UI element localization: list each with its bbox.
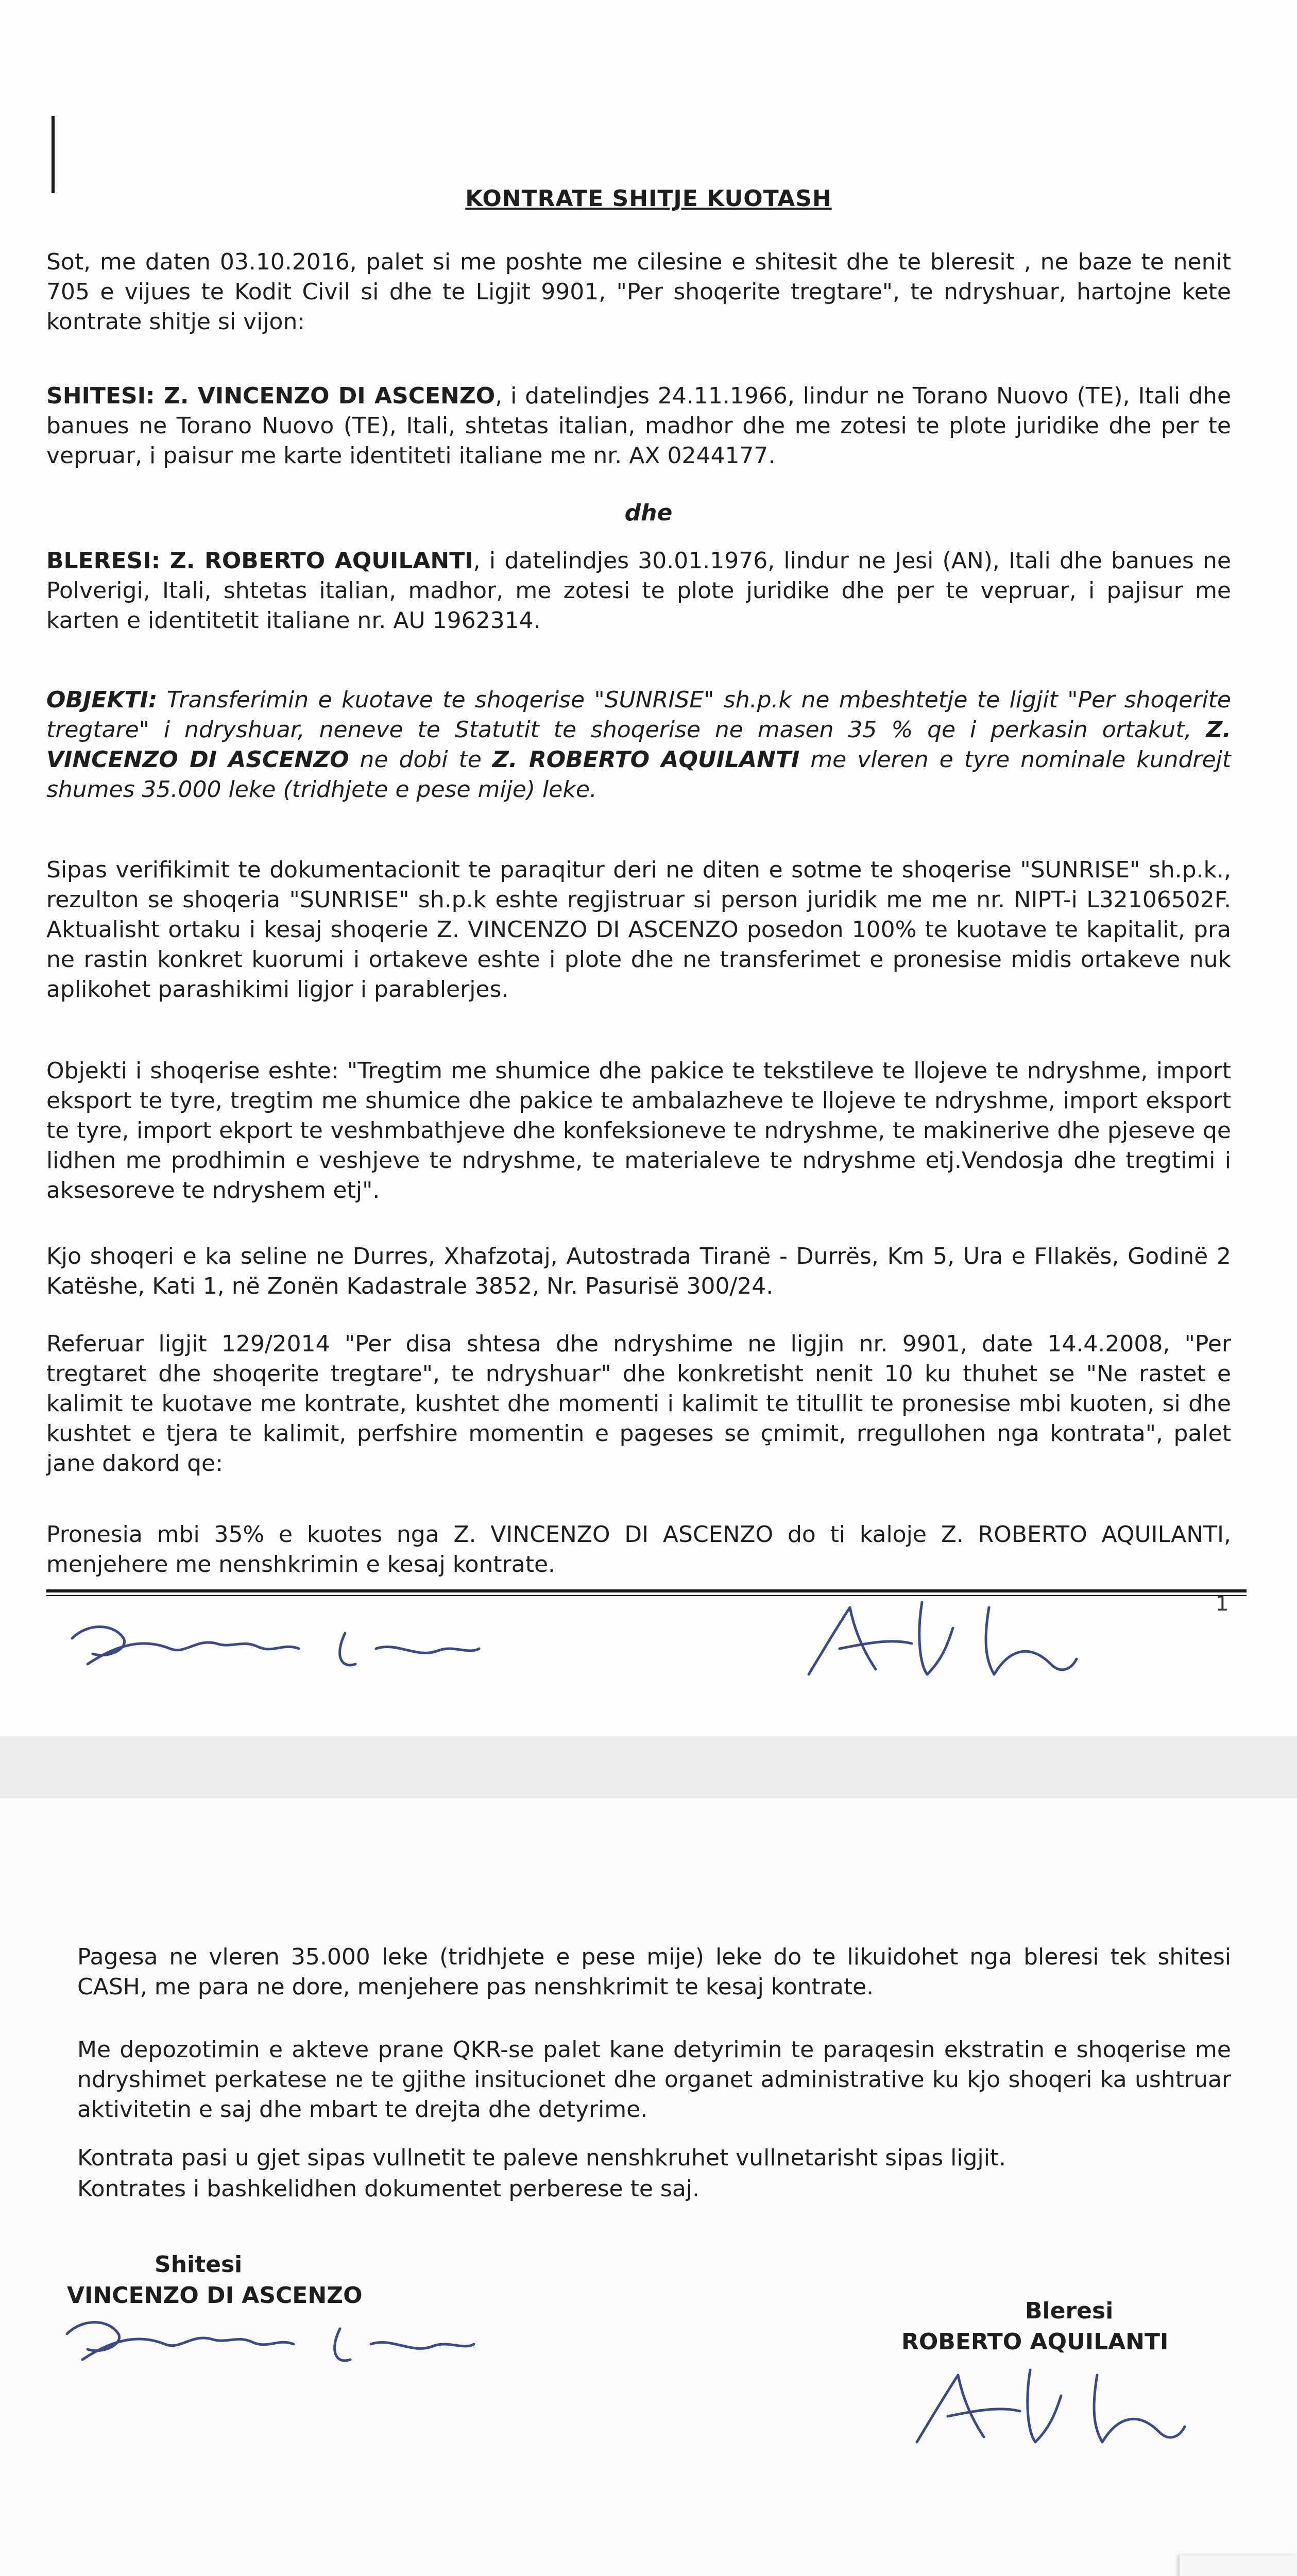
seller-label: SHITESI	[46, 383, 146, 409]
object-buyer: Z. ROBERTO AQUILANTI	[492, 747, 800, 773]
buyer-signatory-name: ROBERTO AQUILANTI	[901, 2329, 1169, 2355]
document-title: KONTRATE SHITJE KUOTASH	[465, 185, 832, 212]
margin-mark	[52, 116, 55, 193]
company-object-paragraph: Objekti i shoqerise eshte: "Tregtim me shumice dhe pakice te tekstileve te llojeve te ndryshme, import eksport te tyre, tregtim me shumice dhe pakice te ambalazheve te llojeve te ndryshme, import eksport te tyre, import ekport te veshmbathjeve dhe konfeksioneve te ndryshme, te makinerive dhe pjeseve qe lidhen me prodhimin e veshjeve te ndryshme, te materialeve te ndryshme etj.Vendosja dhe tregtimi i aksesoreve te ndryshem etj".	[46, 1058, 1231, 1204]
seat-paragraph: Kjo shoqeri e ka seline ne Durres, Xhafzotaj, Autostrada Tiranë - Durrës, Km 5, Ura e Fllakës, Godinë 2 Katëshe, Kati 1, në Zonën Kadastrale 3852, Nr. Pasurisë 300/24.	[46, 1243, 1231, 1299]
verification-paragraph: Sipas verifikimit te dokumentacionit te paraqitur deri ne diten e sotme te shoqerise "SUNRISE" sh.p.k., rezulton se shoqeria "SUNRISE" sh.p.k eshte regjistruar si person juridik me me nr. NIPT-i L32106502F. Aktualisht ortaku i kesaj shoqerie Z. VINCENZO DI ASCENZO posedon 100% te kuotave te kapitalit, pra ne rastin konkret kuorumi i ortakeve eshte i plote dhe ne transferimet e pronesise midis ortakeve nuk aplikohet parashikimi ligjor i parablerjes.	[46, 857, 1231, 1003]
signing-paragraph: Kontrata pasi u gjet sipas vullnetit te paleve nenshkruhet vullnetarisht sipas ligjit.	[77, 2145, 1006, 2171]
object-label: OBJEKTI:	[46, 687, 158, 713]
page-number: 1	[1216, 1592, 1229, 1616]
buyer-paragraph: BLERESI: Z. ROBERTO AQUILANTI, i datelindjes 30.01.1976, lindur ne Jesi (AN), Itali dhe banues ne Polverigi, Itali, shtetas italian, madhor, me zotesi te plote juridike dhe per te vepruar, i pajisur me karten e identitetit italiane nr. AU 1962314.	[46, 548, 1231, 634]
buyer-name: Z. ROBERTO AQUILANTI	[169, 548, 473, 574]
buyer-signature	[793, 1587, 1082, 1690]
object-seller: Z. VINCENZO DI ASCENZO	[46, 717, 1231, 773]
buyer-details: , i datelindjes 30.01.1976, lindur ne Jesi (AN), Itali dhe banues ne Polverigi, Itali, shtetas italian, madhor, me zotesi te plote juridike dhe per te vepruar, i pajisur me karten e identitetit italiane nr. AU 1962314.	[46, 548, 1231, 634]
deposit-paragraph: Me depozotimin e akteve prane QKR-se palet kane detyrimin te paraqesin ekstratin e shoqerise me ndryshimet perkatese ne te gjithe insitucionet dhe organet administrative ku kjo shoqeri ka ushtruar aktivitetin e saj dhe mbart te drejta dhe detyrime.	[77, 2037, 1231, 2123]
contract-page-2	[0, 1798, 1297, 2576]
attachments-paragraph: Kontrates i bashkelidhen dokumentet perberese te saj.	[77, 2176, 700, 2202]
payment-paragraph: Pagesa ne vleren 35.000 leke (tridhjete e pese mije) leke do te likuidohet nga bleresi tek shitesi CASH, me para ne dore, menjehere pas nenshkrimit te kesaj kontrate.	[77, 1944, 1231, 2000]
seller-details: , i datelindjes 24.11.1966, lindur ne Torano Nuovo (TE), Itali dhe banues ne Torano Nuovo (TE), Itali, shtetas italian, madhor dhe me zotesi te plote juridike dhe per te vepruar, i paisur me karte identiteti italiane me nr. AX 0244177.	[46, 383, 1231, 469]
underlying-page-edge	[1180, 2555, 1297, 2576]
object-paragraph: OBJEKTI: Transferimin e kuotave te shoqerise "SUNRISE" sh.p.k ne mbeshtetje te ligjit "Per shoqerite tregtare" i ndryshuar, neneve te Statutit te shoqerise ne masen 35 % qe i perkasin ortakut, Z. VINCENZO DI ASCENZO ne dobi te Z. ROBERTO AQUILANTI me vleren e tyre nominale kundrejt shumes 35.000 leke (tridhjete e pese mije) leke.	[46, 687, 1232, 803]
dhe-separator: dhe	[624, 500, 673, 526]
seller-signature-final	[62, 2308, 484, 2380]
buyer-signature-final	[901, 2354, 1190, 2458]
ownership-paragraph: Pronesia mbi 35% e kuotes nga Z. VINCENZO DI ASCENZO do ti kaloje Z. ROBERTO AQUILANTI, menjehere me nenshkrimin e kesaj kontrate.	[46, 1521, 1231, 1578]
law-reference-paragraph: Referuar ligjit 129/2014 "Per disa shtesa dhe ndryshime ne ligjin nr. 9901, date 14.4.2008, "Per tregtaret dhe shoqerite tregtare", te ndryshuar" dhe konkretisht nenit 10 ku thuhet se "Ne rastet e kalimit te kuotave me kontrate, kushtet dhe momenti i kalimit te titullit te pronesise mbi kuoten, si dhe kushtet e tjera te kalimit, perfshire momentin e pageses se çmimit, rregullohen nga kontrata", palet jane dakord qe:	[46, 1331, 1231, 1477]
seller-signatory-name: VINCENZO DI ASCENZO	[67, 2282, 363, 2309]
seller-paragraph: SHITESI: Z. VINCENZO DI ASCENZO, i datelindjes 24.11.1966, lindur ne Torano Nuovo (TE), Itali dhe banues ne Torano Nuovo (TE), Itali, shtetas italian, madhor dhe me zotesi te plote juridike dhe per te vepruar, i paisur me karte identiteti italiane me nr. AX 0244177.	[46, 383, 1231, 469]
seller-signature	[67, 1607, 489, 1685]
buyer-role: Bleresi	[1025, 2298, 1114, 2324]
buyer-label: BLERESI	[46, 548, 151, 574]
page-gap	[0, 1736, 1297, 1798]
seller-name: Z. VINCENZO DI ASCENZO	[163, 383, 496, 409]
intro-paragraph: Sot, me daten 03.10.2016, palet si me poshte me cilesine e shitesit dhe te bleresit , ne baze te nenit 705 e vijues te Kodit Civil si dhe te Ligjit 9901, "Per shoqerite tregtare", te ndryshuar, hartojne kete kontrate shitje si vijon:	[46, 249, 1231, 335]
seller-role: Shitesi	[155, 2251, 243, 2278]
